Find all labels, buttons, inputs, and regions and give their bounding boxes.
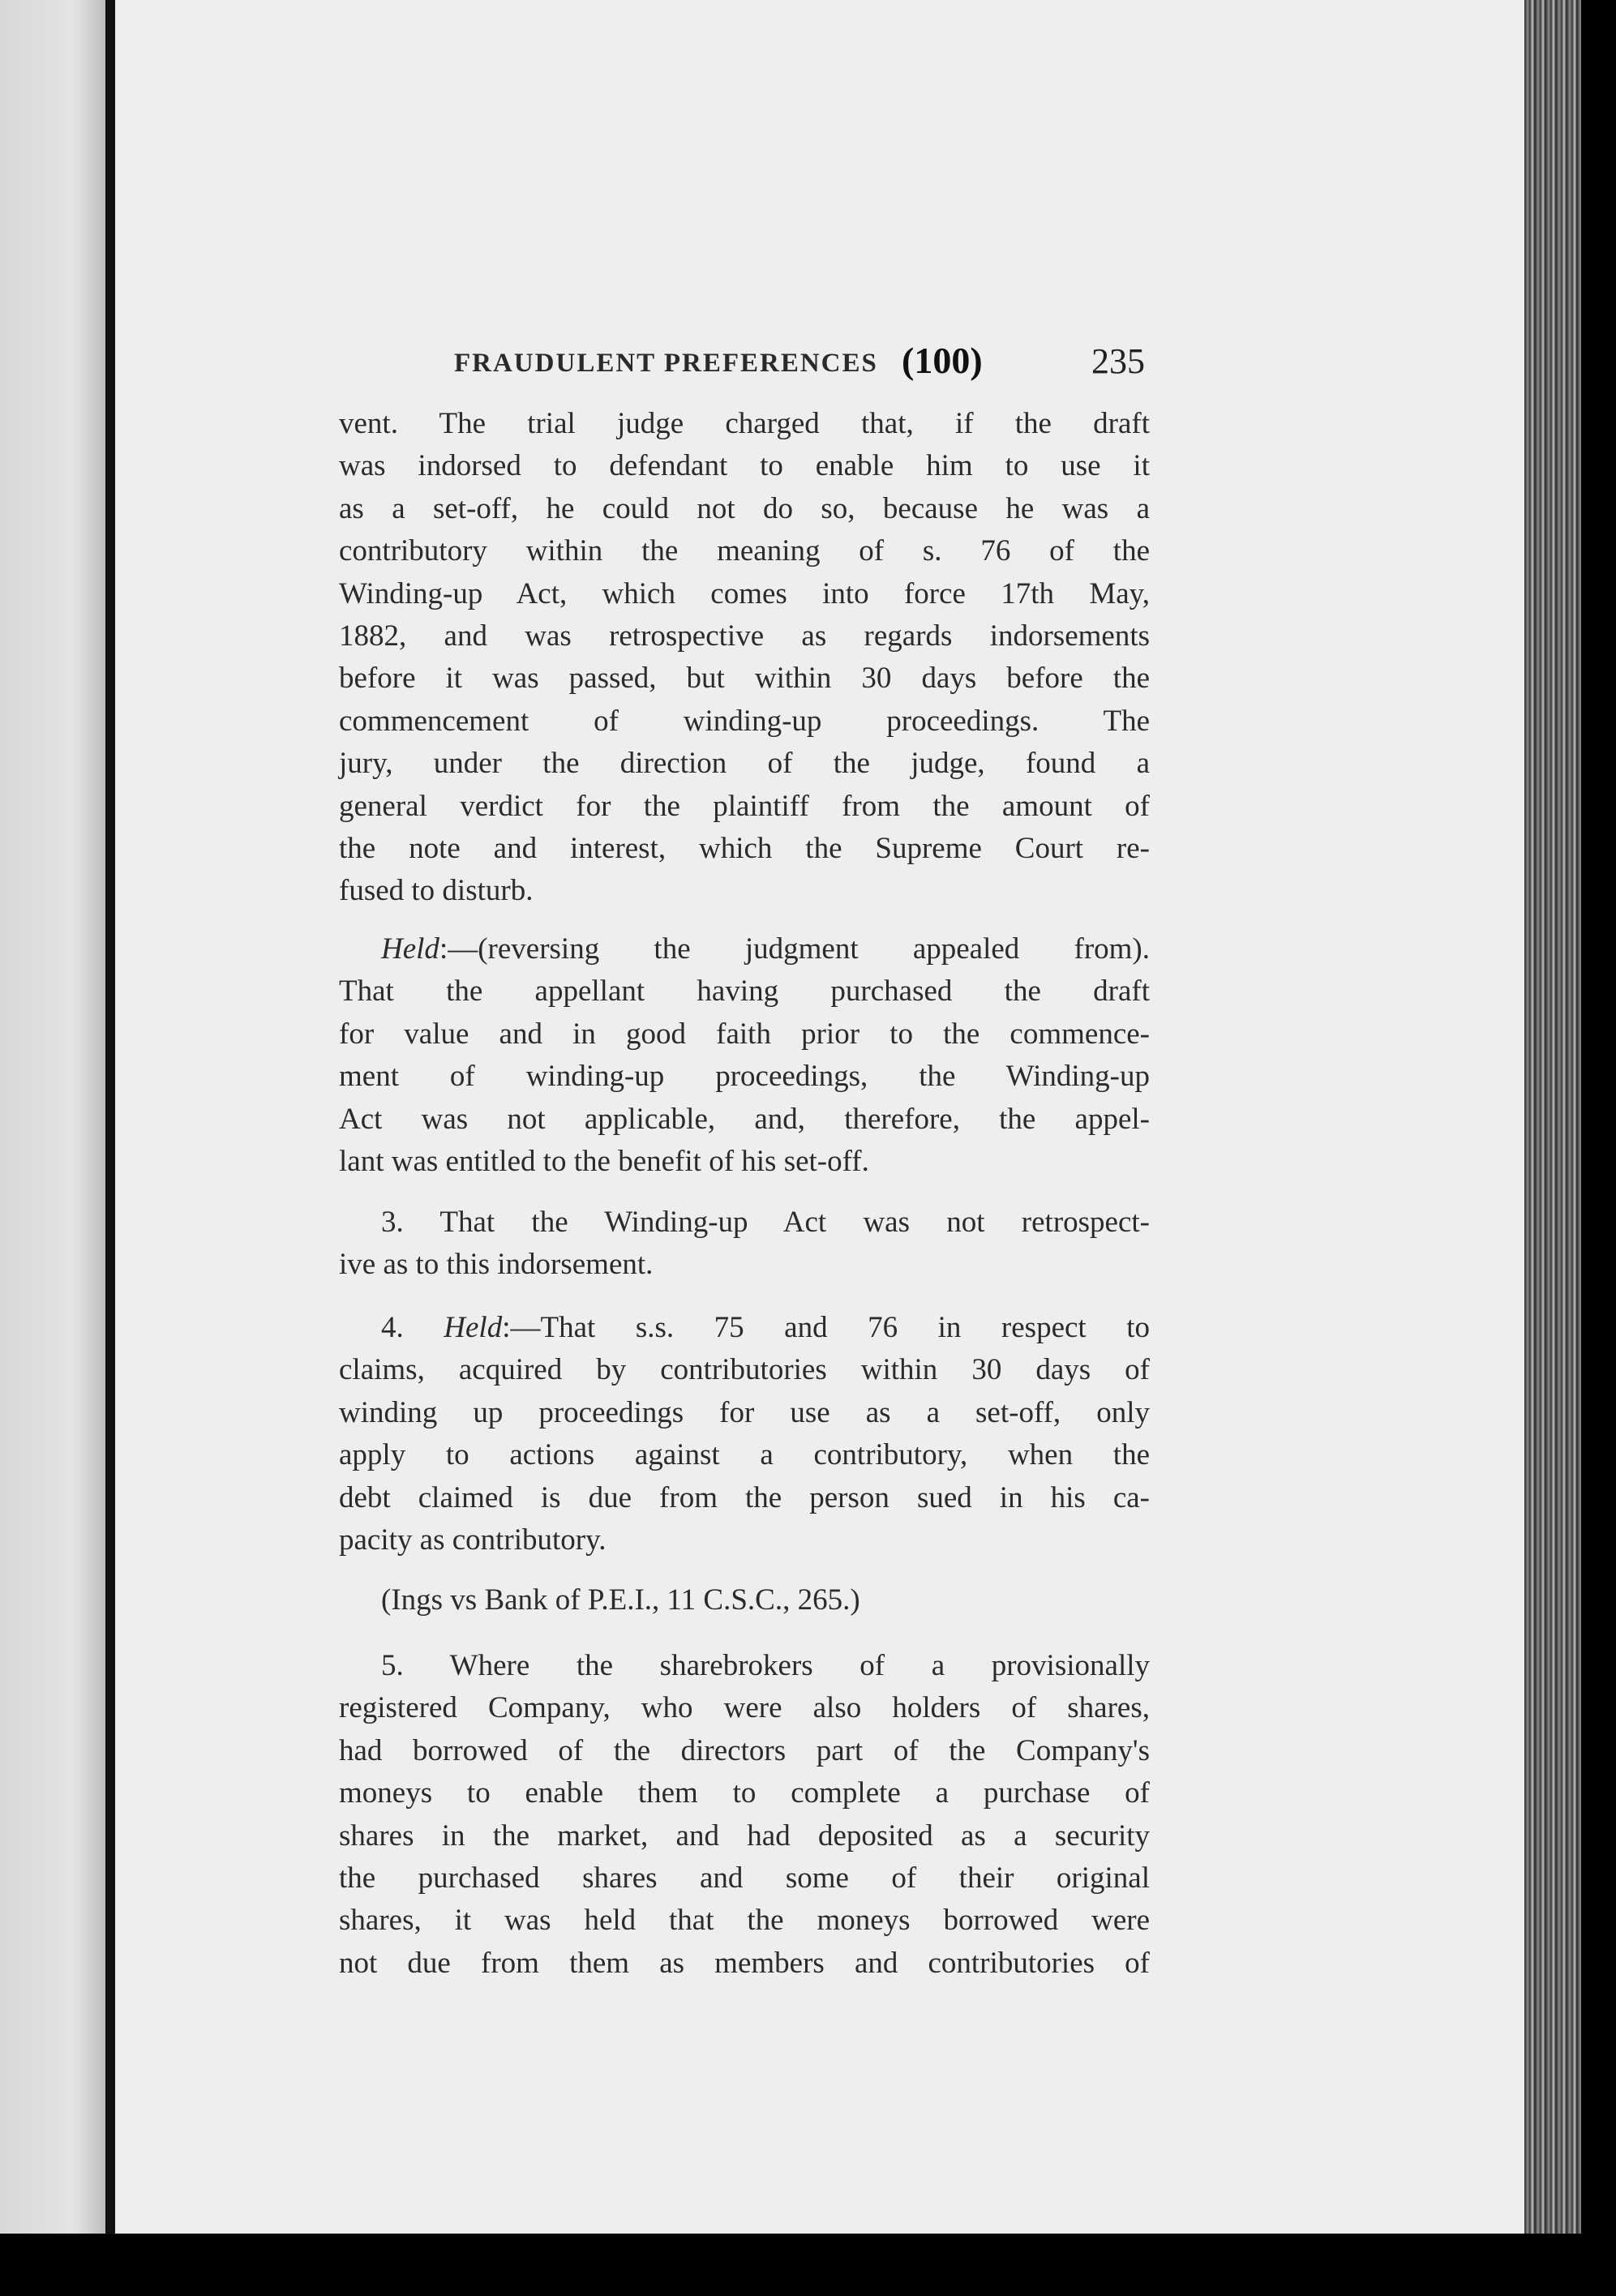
text-line: was indorsed to defendant to enable him to use it bbox=[339, 449, 1150, 483]
text-line: winding up proceedings for use as a set-off, only bbox=[339, 1395, 1150, 1429]
text-line: vent. The trial judge charged that, if the draft bbox=[339, 407, 1150, 440]
text-line: That the appellant having purchased the draft bbox=[339, 975, 1150, 1009]
text-line: claims, acquired by contributories within 30 days of bbox=[339, 1353, 1150, 1387]
paragraph-point-3 bbox=[339, 1202, 1150, 1287]
text-line bbox=[339, 928, 1150, 970]
case-citation bbox=[339, 1579, 1150, 1621]
paragraph-point-5 bbox=[339, 1645, 1150, 1985]
text-line: registered Company, who were also holders of shares, bbox=[339, 1691, 1150, 1725]
text-line: apply to actions against a contributory, when the bbox=[339, 1438, 1150, 1472]
page-stack-edge bbox=[1524, 0, 1581, 2296]
text-line: (Ings vs Bank of P.E.I., 11 C.S.C., 265.) bbox=[381, 1583, 860, 1617]
text-fragment: :—That s.s. 75 and 76 in respect to bbox=[502, 1311, 1150, 1344]
facing-page-edge bbox=[0, 0, 105, 2296]
text-line: ment of winding-up proceedings, the Winding-up bbox=[339, 1060, 1150, 1094]
running-head bbox=[454, 339, 1145, 388]
held-italic: Held bbox=[381, 932, 439, 966]
text-line: the note and interest, which the Supreme Court re- bbox=[339, 832, 1150, 866]
scan-border bbox=[1581, 0, 1616, 2296]
text-line: commencement of winding-up proceedings. The bbox=[339, 704, 1150, 738]
running-head-title: FRAUDULENT PREFERENCES bbox=[454, 349, 878, 378]
text-line: before it was passed, but within 30 days before the bbox=[339, 662, 1150, 696]
text-line: the purchased shares and some of their original bbox=[339, 1861, 1150, 1895]
text-fragment: :—(reversing the judgment appealed from). bbox=[439, 932, 1150, 966]
page-number: 235 bbox=[1091, 341, 1145, 381]
text-line: moneys to enable them to complete a purchase of bbox=[339, 1776, 1150, 1810]
text-line: debt claimed is due from the person sued in his ca- bbox=[339, 1480, 1150, 1514]
gutter-shadow bbox=[105, 0, 115, 2296]
held-italic: Held bbox=[444, 1311, 503, 1344]
text-line: fused to disturb. bbox=[339, 874, 534, 908]
text-line: ive as to this indorsement. bbox=[339, 1248, 654, 1282]
text-line: 1882, and was retrospective as regards indorsements bbox=[339, 619, 1150, 653]
text-line: contributory within the meaning of s. 76 of the bbox=[339, 534, 1150, 568]
text-line: pacity as contributory. bbox=[339, 1523, 607, 1557]
text-line: had borrowed of the directors part of the Company's bbox=[339, 1733, 1150, 1767]
text-line: lant was entitled to the benefit of his set-off. bbox=[339, 1145, 869, 1179]
text-line: Winding-up Act, which comes into force 17th May, bbox=[339, 576, 1150, 610]
paragraph-held-reversing bbox=[339, 928, 1150, 1183]
text-line: 5. Where the sharebrokers of a provisionally bbox=[381, 1649, 1150, 1682]
text-line: shares in the market, and had deposited as a security bbox=[339, 1818, 1150, 1853]
item-number: 4. bbox=[381, 1311, 444, 1344]
paragraph-case-facts bbox=[339, 403, 1150, 913]
paragraph-point-4 bbox=[339, 1307, 1150, 1561]
section-number: (100) bbox=[902, 340, 983, 381]
text-line bbox=[339, 1307, 1150, 1349]
text-line: not due from them as members and contributories of bbox=[339, 1946, 1150, 1980]
text-line: for value and in good faith prior to the commence- bbox=[339, 1017, 1150, 1051]
text-line: jury, under the direction of the judge, found a bbox=[339, 747, 1150, 781]
text-line: Act was not applicable, and, therefore, the appel- bbox=[339, 1102, 1150, 1136]
scan-bottom-border bbox=[0, 2234, 1616, 2296]
text-line: shares, it was held that the moneys borrowed were bbox=[339, 1904, 1150, 1938]
text-line: 3. That the Winding-up Act was not retrospect- bbox=[381, 1206, 1150, 1239]
text-line: general verdict for the plaintiff from the amount of bbox=[339, 789, 1150, 823]
text-line: as a set-off, he could not do so, because he was a bbox=[339, 491, 1150, 525]
